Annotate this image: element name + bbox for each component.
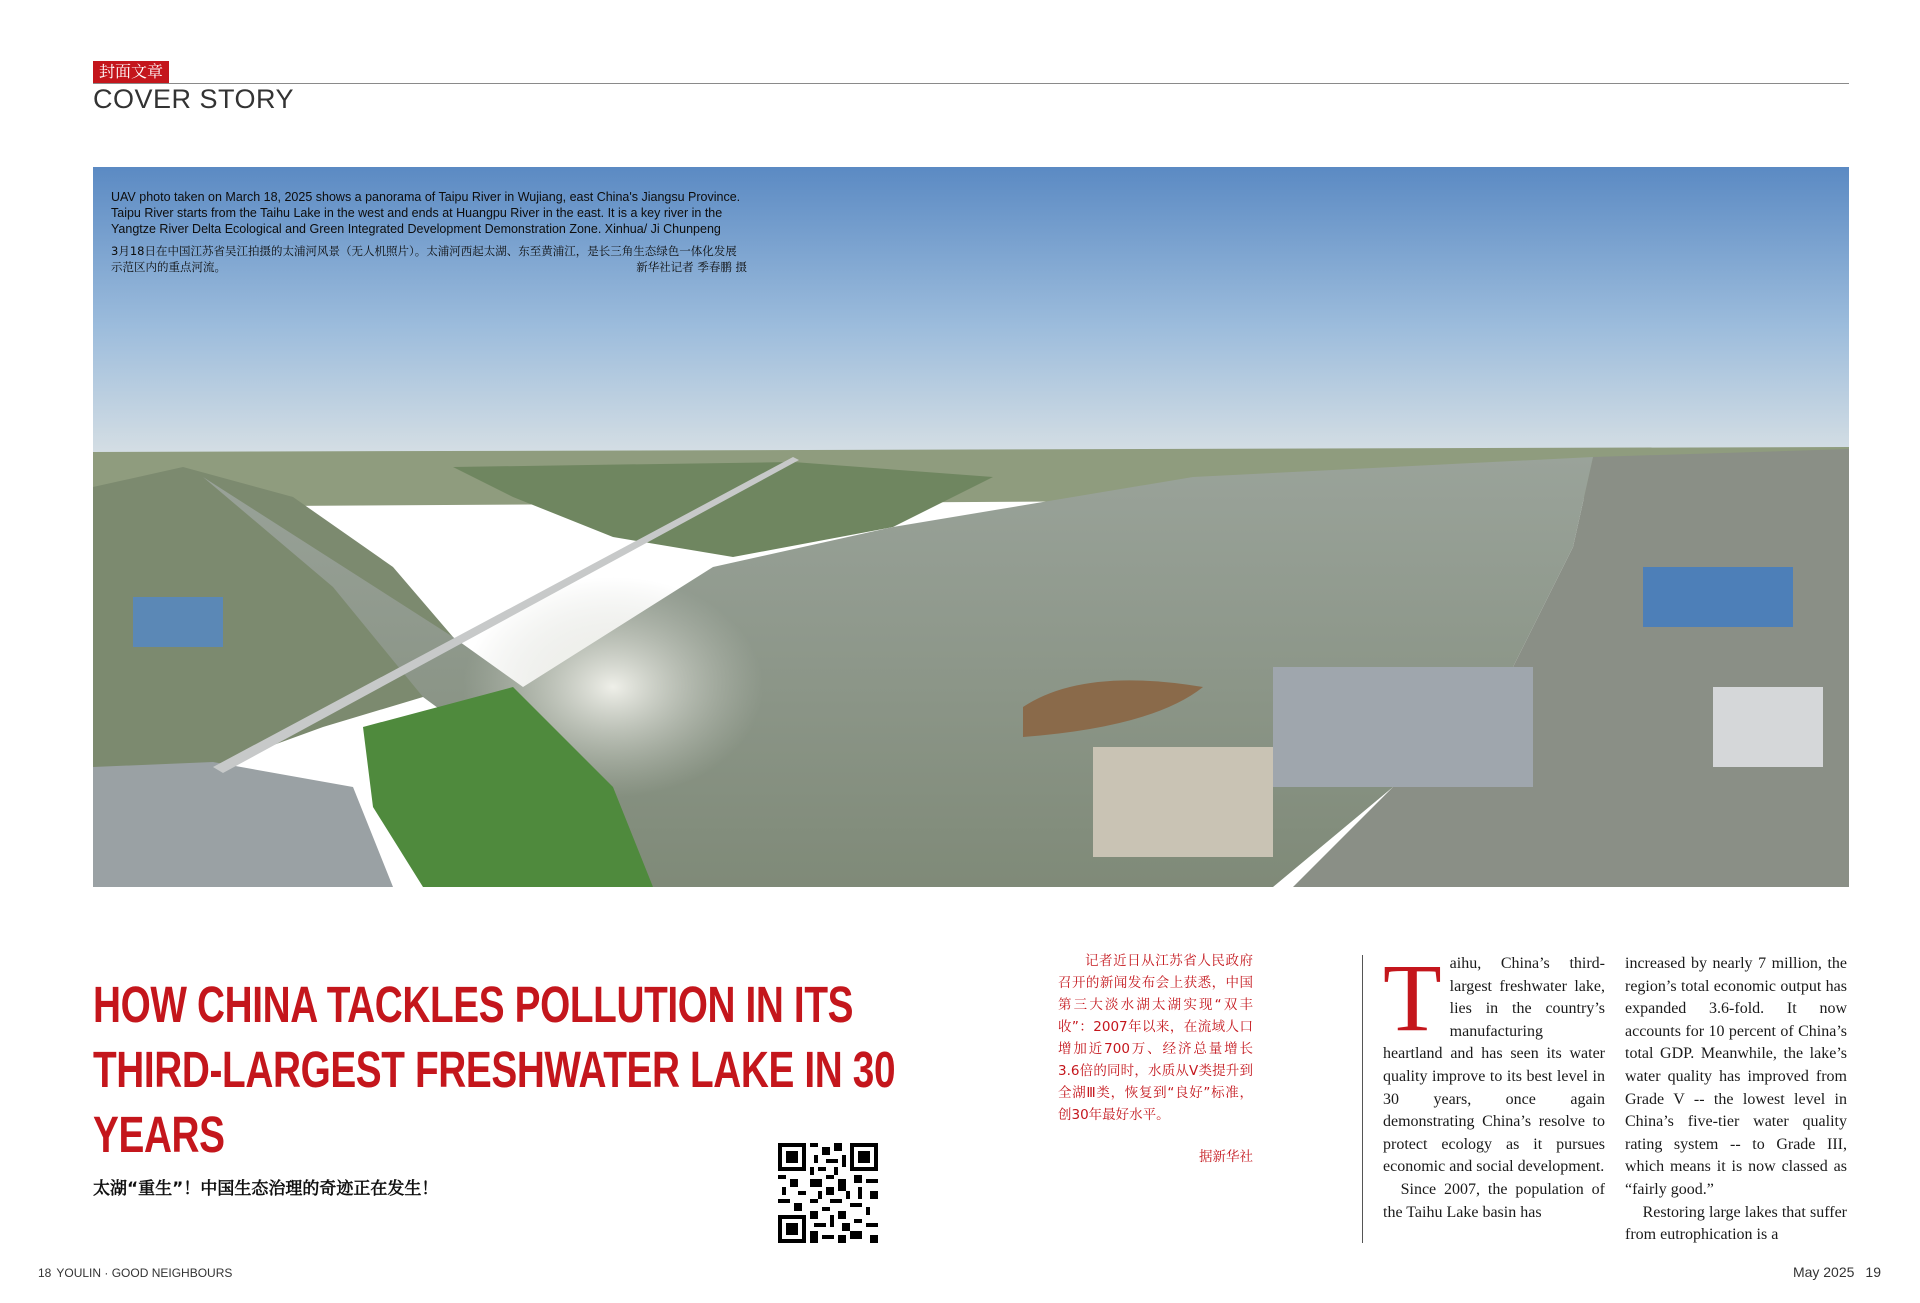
magazine-name: YOULIN · GOOD NEIGHBOURS [56, 1266, 233, 1280]
qr-code-icon[interactable] [778, 1143, 878, 1243]
caption-chinese [111, 243, 747, 275]
body-column-1 [1383, 944, 1605, 1224]
caption-credit: 新华社记者 季春鹏 摄 [636, 260, 747, 274]
photo-caption [111, 189, 751, 275]
caption-chinese-text: 3月18日在中国江苏省吴江拍摄的太浦河风景（无人机照片）。太浦河西起太湖、东至黄浦江，是长三角生态绿色一体化发展示范区内的重点河流。 [111, 244, 737, 274]
section-title: COVER STORY [93, 84, 295, 114]
body-paragraph: Restoring large lakes that suffer from eutrophication is a [1625, 1203, 1847, 1244]
panorama-illustration [93, 167, 1849, 887]
paragraph-text: aihu, China’s third-largest freshwater lake, lies in the country’s manufacturing heartland and has seen its water quality improve to its best level in 30 years, once again demonstrating China’s resolve to protect ecology as it pursues economic and social development. [1383, 955, 1605, 1176]
top-rule [93, 83, 1849, 84]
footer-left [38, 1266, 237, 1280]
panorama-photo [93, 167, 1849, 887]
page-number-left: 18 [38, 1266, 52, 1280]
chinese-summary-source: 据新华社 [1199, 1149, 1253, 1165]
chinese-summary: 记者近日从江苏省人民政府召开的新闻发布会上获悉，中国第三大淡水湖太湖实现“双丰收”：2007年以来，在流域人口增加近700万、经济总量增长3.6倍的同时，水质从Ⅴ类提升到全湖Ⅲ类，恢复到“良好”标准，创30年最好水平。 [1058, 953, 1253, 1123]
article-headline: HOW CHINA TACKLES POLLUTION IN ITS THIRD-LARGEST FRESHWATER LAKE IN 30 YEARS [93, 976, 896, 1163]
article-subhead-chinese: 太湖“重生”！中国生态治理的奇迹正在发生！ [93, 1179, 439, 1199]
body-column-2 [1625, 953, 1847, 1247]
page-number-right: 19 [1865, 1264, 1881, 1280]
body-paragraph: Since 2007, the population of the Taihu Lake basin has [1383, 1180, 1605, 1221]
footer-right [1793, 1264, 1881, 1280]
body-paragraph: increased by nearly 7 million, the region’s total economic output has expanded 3.6-fold. It now accounts for 10 percent of China’s total GDP. Meanwhile, the lake’s water quality has improved from Grade V -- the lowest level in China’s five-tier water quality rating system -- to Grade III, which means it is now classed as “fairly good.” [1625, 955, 1847, 1198]
caption-english: UAV photo taken on March 18, 2025 shows a panorama of Taipu River in Wujiang, east China's Jiangsu Province. Taipu River starts from the Taihu Lake in the west and ends at Huangpu River in the east. It is a key river in the Yangtze River Delta Ecological and Green Integrated Development Demonstration Zone. Xinhua/ Ji Chunpeng [111, 190, 741, 236]
column-rule [1362, 955, 1363, 1243]
issue-date: May 2025 [1792, 1264, 1855, 1280]
section-tag: 封面文章 [93, 61, 169, 83]
drop-cap: T [1383, 944, 1442, 1051]
body-paragraph [1383, 944, 1605, 1179]
